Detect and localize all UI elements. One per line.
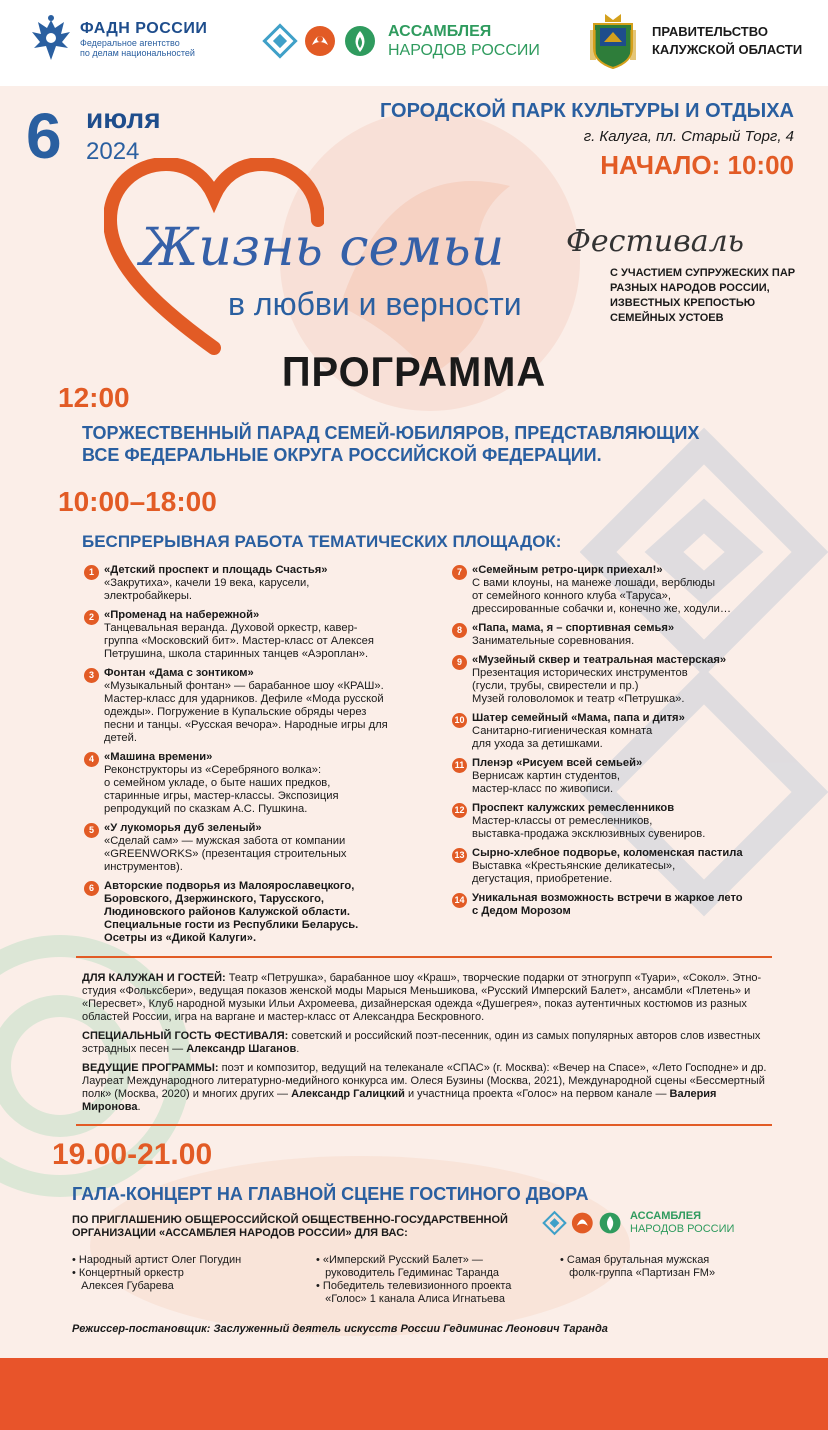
gala-invitation xyxy=(72,1214,508,1240)
assembly-emblems-icon xyxy=(262,23,380,59)
parade-line: ТОРЖЕСТВЕННЫЙ ПАРАД СЕМЕЙ-ЮБИЛЯРОВ, ПРЕДСТАВЛЯЮЩИХ xyxy=(82,423,700,443)
area-number-badge: 1 xyxy=(84,565,99,580)
start-time: НАЧАЛО: 10:00 xyxy=(600,150,794,180)
venue-name: ГОРОДСКОЙ ПАРК КУЛЬТУРЫ И ОТДЫХА xyxy=(379,100,794,122)
area-item xyxy=(84,880,434,945)
area-item-body xyxy=(472,847,743,886)
area-line: выставка-продажа эксклюзивных сувениров. xyxy=(472,828,706,840)
hosts-mid: и участница проекта «Голос» на первом канале — xyxy=(404,1088,670,1100)
area-item-body xyxy=(104,880,358,945)
hosts-note xyxy=(82,1062,772,1114)
area-title: Шатер семейный «Мама, папа и дитя» xyxy=(472,712,685,724)
area-number-badge: 9 xyxy=(452,655,467,670)
invitation-line: ПО ПРИГЛАШЕНИЮ ОБЩЕРОССИЙСКОЙ ОБЩЕСТВЕННО-ГОСУДАРСТВЕННОЙ xyxy=(72,1214,508,1226)
area-line: электробайкеры. xyxy=(104,590,193,602)
guests-note xyxy=(82,972,772,1024)
area-line: о семейном укладе, о быте наших предков, xyxy=(104,777,331,789)
festival-desc-line: С УЧАСТИЕМ СУПРУЖЕСКИХ ПАР xyxy=(610,267,796,279)
kaluga-logo xyxy=(588,12,802,70)
area-line: «Музыкальный фонтан» — барабанное шоу «КРАШ». xyxy=(104,680,384,692)
area-line: Занимательные соревнования. xyxy=(472,635,635,647)
area-line: Осетры из «Дикой Калуги». xyxy=(104,932,257,944)
area-title: «Музейный сквер и театральная мастерская» xyxy=(472,654,727,666)
divider xyxy=(76,1124,772,1126)
areas-heading: БЕСПРЕРЫВНАЯ РАБОТА ТЕМАТИЧЕСКИХ ПЛОЩАДОК: xyxy=(82,532,562,551)
eagle-emblem-icon xyxy=(28,14,74,64)
performer-line: Алексея Губарева xyxy=(72,1280,174,1292)
area-item-body xyxy=(104,822,346,874)
area-number-badge: 3 xyxy=(84,668,99,683)
area-title: «Машина времени» xyxy=(104,751,213,763)
gala-performers-col-1 xyxy=(72,1254,302,1293)
area-number-badge: 11 xyxy=(452,758,467,773)
area-number-badge: 2 xyxy=(84,610,99,625)
area-item xyxy=(452,892,782,918)
area-item-body xyxy=(104,564,327,603)
area-line: репродукций по сказкам А.С. Пушкина. xyxy=(104,803,308,815)
area-line: «Закрутиха», качели 19 века, карусели, xyxy=(104,577,310,589)
festival-desc-line: СЕМЕЙНЫХ УСТОЕВ xyxy=(610,312,724,324)
area-line: инструментов). xyxy=(104,861,183,873)
assembly-emblems-icon xyxy=(542,1210,624,1236)
area-line: «Сделай сам» — мужская забота от компании xyxy=(104,835,346,847)
fadn-subtitle-1: Федеральное агентство xyxy=(80,38,180,48)
area-title: Пленэр «Рисуем всей семьей» xyxy=(472,757,643,769)
special-guest-note xyxy=(82,1030,772,1056)
assembly-small-2: НАРОДОВ РОССИИ xyxy=(630,1223,735,1235)
government-title-1: ПРАВИТЕЛЬСТВО xyxy=(652,24,768,39)
festival-desc-line: ИЗВЕСТНЫХ КРЕПОСТЬЮ xyxy=(610,297,756,309)
assembly-title-2: НАРОДОВ РОССИИ xyxy=(388,42,540,59)
area-title: «У лукоморья дуб зеленый» xyxy=(104,822,262,834)
festival-label: Фестиваль xyxy=(566,224,745,259)
festival-title: Жизнь семьи xyxy=(140,218,505,278)
footer-band xyxy=(0,1358,828,1430)
area-title: Сырно-хлебное подворье, коломенская пастила xyxy=(472,847,743,859)
area-line: Санитарно-гигиеническая комната xyxy=(472,725,653,737)
area-number-badge: 12 xyxy=(452,803,467,818)
fadn-subtitle-2: по делам национальностей xyxy=(80,48,195,58)
area-title: «Детский проспект и площадь Счастья» xyxy=(104,564,328,576)
area-line: Реконструкторы из «Серебряного волка»: xyxy=(104,764,322,776)
area-item xyxy=(452,712,782,751)
area-line: песни и танцы. «Русская вечора». Народные игры для xyxy=(104,719,388,731)
event-year: 2024 xyxy=(86,138,140,165)
area-line: группа «Московский бит». Мастер-класс от Алексея xyxy=(104,635,374,647)
area-item-body xyxy=(104,751,339,816)
area-line: старинные игры, мастер-классы. Экспозиция xyxy=(104,790,339,802)
divider xyxy=(76,956,772,958)
area-item xyxy=(84,822,434,874)
special-text: советский и российский поэт-песенник, один из самых популярных авторов слов известных эстрадных песен — xyxy=(82,1030,761,1055)
area-item-body xyxy=(472,654,726,706)
area-item-body xyxy=(104,609,374,661)
time-parade: 12:00 xyxy=(58,382,130,413)
area-title: Уникальная возможность встречи в жаркое лето xyxy=(472,892,743,904)
performer-line: • Самая брутальная мужская xyxy=(560,1254,710,1266)
performer-line: • Концертный оркестр xyxy=(72,1267,184,1279)
gala-performers-col-2 xyxy=(316,1254,556,1306)
area-item xyxy=(84,609,434,661)
area-line: Людиновского районов Калужской области. xyxy=(104,906,350,918)
assembly-logo xyxy=(262,22,540,60)
parade-description xyxy=(82,422,699,466)
special-end: . xyxy=(296,1043,300,1055)
area-line: Петрушина, школа старинных танцев «Аэроплан». xyxy=(104,648,369,660)
invitation-line: ОРГАНИЗАЦИИ «АССАМБЛЕЯ НАРОДОВ РОССИИ» ДЛЯ ВАС: xyxy=(72,1227,408,1239)
area-number-badge: 8 xyxy=(452,623,467,638)
special-label: СПЕЦИАЛЬНЫЙ ГОСТЬ ФЕСТИВАЛЯ: xyxy=(82,1030,289,1042)
time-areas: 10:00–18:00 xyxy=(58,486,217,517)
area-item-body xyxy=(472,712,685,751)
area-line: «GREENWORKS» (презентация строительных xyxy=(104,848,347,860)
area-line: детей. xyxy=(104,732,137,744)
area-item-body xyxy=(472,892,743,918)
hosts-end: . xyxy=(137,1101,141,1113)
areas-list-left xyxy=(84,564,434,951)
area-line: Специальные гости из Республики Беларусь. xyxy=(104,919,359,931)
area-line: Танцевальная веранда. Духовой оркестр, кавер- xyxy=(104,622,358,634)
bottom-watermark-icon xyxy=(80,1146,640,1346)
area-number-badge: 14 xyxy=(452,893,467,908)
area-item xyxy=(452,564,782,616)
area-line: для ухода за детишками. xyxy=(472,738,603,750)
kaluga-coat-of-arms-icon xyxy=(588,12,638,70)
area-line: Музей головоломок и театр «Петрушка». xyxy=(472,693,685,705)
program-heading: ПРОГРАММА xyxy=(281,348,547,395)
area-item xyxy=(452,847,782,886)
area-line: мастер-класс по живописи. xyxy=(472,783,614,795)
fadn-title: ФАДН РОССИИ xyxy=(80,20,208,37)
event-day: 6 xyxy=(26,100,62,172)
performer-line: • Победитель телевизионного проекта xyxy=(316,1280,512,1292)
header-logo-bar xyxy=(0,0,828,86)
area-line: Выставка «Крестьянские деликатесы», xyxy=(472,860,676,872)
assembly-title-1: АССАМБЛЕЯ xyxy=(388,23,492,40)
area-number-badge: 6 xyxy=(84,881,99,896)
guests-text: Театр «Петрушка», барабанное шоу «Краш», творческие подарки от этногрупп «Туари», «Сокол». Этно-студия «Фольксбери», ведущая показов женской моды Марыся Меньшикова, «Русский Имперский Балет», ансамбли «Плетень» и «Пересвет», Клуб народной музыки Ильи Ахромеева, дизайнерская одежда «Душегрея», показ аутентичных костюмов из разных областей России, игра на варгане и мастер-класс от Александра Бескровного. xyxy=(82,972,762,1023)
area-item xyxy=(84,667,434,745)
assembly-logo-small xyxy=(542,1210,734,1236)
area-line: с Дедом Морозом xyxy=(472,905,571,917)
gala-time: 19.00-21.00 xyxy=(52,1138,213,1171)
area-line: С вами клоуны, на манеже лошади, верблюды xyxy=(472,577,716,589)
fadn-logo xyxy=(28,14,207,64)
performer-line: руководитель Гедиминас Таранда xyxy=(316,1267,500,1279)
area-item-body xyxy=(472,564,731,616)
area-number-badge: 4 xyxy=(84,752,99,767)
area-title: Авторские подворья из Малоярославецкого, xyxy=(104,880,355,892)
area-item-body xyxy=(472,757,642,796)
guests-label: ДЛЯ КАЛУЖАН И ГОСТЕЙ: xyxy=(82,972,226,984)
area-line: одежды». Погружение в Купальские обряды через xyxy=(104,706,367,718)
government-title-2: КАЛУЖСКОЙ ОБЛАСТИ xyxy=(652,42,803,57)
venue-address: г. Калуга, пл. Старый Торг, 4 xyxy=(583,128,794,145)
area-item-body xyxy=(104,667,388,745)
area-title: «Променад на набережной» xyxy=(104,609,260,621)
area-item xyxy=(84,564,434,603)
area-number-badge: 7 xyxy=(452,565,467,580)
festival-description xyxy=(610,266,795,326)
area-line: Боровского, Дзержинского, Тарусского, xyxy=(104,893,325,905)
festival-desc-line: РАЗНЫХ НАРОДОВ РОССИИ, xyxy=(610,282,770,294)
event-month: июля xyxy=(86,103,161,134)
hosts-text: поэт и композитор, ведущий на телеканале «СПАС» (г. Москва): «Вечер на Спасе», «Лето Господне» и др. Лауреат Международного литературно-медийного конкурса им. Олеся Бузины (Москва, 2021), Международной сцены «Бессмертный полк» (Москва, 2020) и многих других — xyxy=(82,1062,767,1100)
area-line: Мастер-класс для ударников. Дефиле «Мода русской xyxy=(104,693,384,705)
gala-heading: ГАЛА-КОНЦЕРТ НА ГЛАВНОЙ СЦЕНЕ ГОСТИНОГО ДВОРА xyxy=(72,1184,589,1204)
parade-line: ВСЕ ФЕДЕРАЛЬНЫЕ ОКРУГА РОССИЙСКОЙ ФЕДЕРАЦИИ. xyxy=(82,445,602,465)
area-line: (гусли, трубы, свирестели и пр.) xyxy=(472,680,639,692)
area-item xyxy=(452,654,782,706)
festival-subtitle: в любви и верности xyxy=(228,286,522,322)
area-line: дрессированные собачки и, конечно же, ходули… xyxy=(472,603,732,615)
area-title: Фонтан «Дама с зонтиком» xyxy=(104,667,254,679)
area-title: «Семейным ретро-цирк приехал!» xyxy=(472,564,663,576)
area-number-badge: 13 xyxy=(452,848,467,863)
area-line: дегустация, приобретение. xyxy=(472,873,613,885)
areas-list-right xyxy=(452,564,782,924)
area-line: Вернисаж картин студентов, xyxy=(472,770,621,782)
area-item-body xyxy=(472,802,705,841)
special-name: Александр Шаганов xyxy=(186,1043,297,1055)
assembly-small-1: АССАМБЛЕЯ xyxy=(630,1210,701,1222)
area-item xyxy=(452,622,782,648)
performer-line: фолк-группа «Партизан FM» xyxy=(560,1267,716,1279)
area-item-body xyxy=(472,622,674,648)
area-line: от семейного конного клуба «Таруса», xyxy=(472,590,671,602)
host-name-1: Александр Галицкий xyxy=(291,1088,405,1100)
gala-performers-col-3 xyxy=(560,1254,800,1280)
performer-line: • «Имперский Русский Балет» — xyxy=(316,1254,483,1266)
poster xyxy=(0,86,828,1358)
area-item xyxy=(452,802,782,841)
area-number-badge: 5 xyxy=(84,823,99,838)
hosts-label: ВЕДУЩИЕ ПРОГРАММЫ: xyxy=(82,1062,219,1074)
host-name-2: Валерия Миронова xyxy=(82,1088,717,1113)
area-line: Презентация исторических инструментов xyxy=(472,667,688,679)
area-title: «Папа, мама, я – спортивная семья» xyxy=(472,622,675,634)
area-item xyxy=(84,751,434,816)
area-number-badge: 10 xyxy=(452,713,467,728)
area-item xyxy=(452,757,782,796)
area-title: Проспект калужских ремесленников xyxy=(472,802,675,814)
director-credit: Режиссер-постановщик: Заслуженный деятель искусств России Гедиминас Леонович Таранда xyxy=(72,1323,608,1335)
performer-line: • Народный артист Олег Погудин xyxy=(72,1254,242,1266)
performer-line: «Голос» 1 канала Алиса Игнатьева xyxy=(316,1293,506,1305)
area-line: Мастер-классы от ремесленников, xyxy=(472,815,653,827)
